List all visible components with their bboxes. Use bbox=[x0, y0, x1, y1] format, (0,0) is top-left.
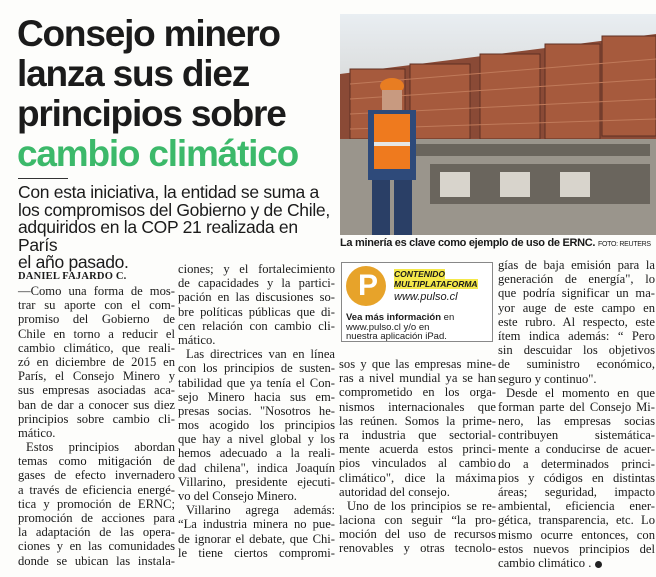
headline-highlight: cambio climático bbox=[17, 133, 299, 174]
body-line: cambio climático, que reali- bbox=[18, 340, 175, 355]
headline bbox=[17, 14, 337, 174]
body-line: comprometido en los orga- bbox=[339, 385, 496, 400]
body-line: las reúnen. Somos la prime- bbox=[339, 413, 496, 428]
body-line: trar su aporte con el com- bbox=[18, 298, 175, 313]
body-line: forman parte del Consejo Mi- bbox=[498, 399, 655, 414]
body-line: presas socias. "Nosotros he- bbox=[178, 403, 335, 418]
body-line: que podría significar un ma- bbox=[498, 286, 655, 301]
body-line: este rubro. Al respecto, este bbox=[498, 314, 655, 329]
promo-tag bbox=[394, 269, 478, 289]
headline-line: principios sobre bbox=[17, 93, 286, 134]
body-line: a través de eficiencia energé- bbox=[18, 482, 175, 497]
body-line: ciones y en las comunidades bbox=[18, 539, 175, 554]
body-line: temas como mitigación de bbox=[18, 454, 175, 469]
body-line: do a determinados princi- bbox=[498, 456, 655, 471]
deck-line: los compromisos del Gobierno y de Chile, bbox=[18, 199, 330, 220]
body-line: zó en diciembre de 2015 en bbox=[18, 354, 175, 369]
body-line: contribuyen sistemática- bbox=[498, 428, 655, 443]
mining-photo bbox=[340, 14, 656, 235]
body-line: principios sobre cambio cli- bbox=[18, 411, 175, 426]
body-line: generación de energía", lo bbox=[498, 272, 655, 287]
body-line: le tiene ciertos compromi- bbox=[178, 545, 335, 560]
body-line: de suministro económico, bbox=[498, 357, 655, 372]
info-text: nuestra aplicación iPad. bbox=[346, 331, 447, 342]
headline-line: Consejo minero bbox=[17, 13, 280, 54]
body-line: ras a nivel mundial ya se han bbox=[339, 371, 496, 386]
body-line: nero, las empresas socias bbox=[498, 414, 655, 429]
tag-line: MULTIPLATAFORMA bbox=[394, 279, 478, 289]
body-line: con los principios de susten- bbox=[178, 361, 335, 376]
body-line: dad chilena", indica Joaquín bbox=[178, 460, 335, 475]
body-line: cen relación con cambio cli- bbox=[178, 318, 335, 333]
body-line: bre políticas públicas que di- bbox=[178, 304, 335, 319]
body-line: ambiental, eficiencia ener- bbox=[498, 499, 655, 514]
body-line: Villarino, presidente ejecuti- bbox=[178, 474, 335, 489]
body-line: mente acuerda estos princi- bbox=[339, 442, 496, 457]
body-line: cambio climático . bbox=[498, 556, 655, 570]
body-line: mático. bbox=[178, 332, 216, 347]
info-text: www.pulso.cl y/o en bbox=[346, 321, 430, 333]
body-column-2 bbox=[178, 262, 335, 560]
body-line: mático. bbox=[18, 425, 56, 440]
body-line: ítem indica además: “ Pero bbox=[498, 328, 655, 343]
body-line: pios vinculados al cambio bbox=[339, 456, 496, 471]
body-line: yor auge de este campo en bbox=[498, 300, 655, 315]
promo-box bbox=[341, 262, 493, 342]
body-line: pios y códigos en distintas bbox=[498, 470, 655, 485]
body-line: vo del Consejo Minero. bbox=[178, 489, 297, 503]
body-line: sejo Minero hacia sus em- bbox=[178, 389, 335, 404]
body-line: Chile en torno a reducir el bbox=[18, 326, 175, 341]
body-line: Desde el momento en que bbox=[506, 385, 655, 400]
body-line: tica y promoción de ERNC; bbox=[18, 496, 175, 511]
byline: DANIEL FAJARDO C. bbox=[18, 271, 127, 282]
body-line: estos nuevos principios del bbox=[498, 541, 655, 556]
body-line: gases de efecto invernadero bbox=[18, 468, 175, 483]
headline-line: lanza sus diez bbox=[17, 53, 250, 94]
info-bold: Vea más información bbox=[346, 312, 442, 323]
body-line: mos acogido los principios bbox=[178, 418, 335, 433]
end-mark-icon bbox=[595, 561, 602, 568]
divider bbox=[18, 178, 68, 179]
body-line: moción del uso de recursos bbox=[339, 527, 496, 542]
deck bbox=[18, 184, 338, 272]
deck-line: Con esta iniciativa, la entidad se suma a bbox=[18, 182, 319, 202]
body-line: áreas; seguridad, impacto bbox=[498, 485, 655, 499]
promo-url[interactable]: www.pulso.cl bbox=[394, 291, 458, 303]
body-line: mismo ocurre entonces, con bbox=[498, 527, 655, 542]
caption-text: La minería es clave como ejemplo de uso de ERNC. bbox=[340, 237, 596, 249]
body-line: renovables y otras tecnolo- bbox=[339, 541, 496, 556]
body-line: climático", dice la máxima bbox=[339, 470, 496, 485]
body-line: laciona con seguir “la pro- bbox=[339, 513, 496, 528]
body-line: Estos principios abordan bbox=[26, 440, 175, 455]
body-line: “La industria minera no pue- bbox=[178, 517, 335, 532]
body-line: que hay a nivel global y los bbox=[178, 432, 335, 447]
body-column-1 bbox=[18, 270, 175, 568]
body-line: de ignorar el debate, que Chi- bbox=[178, 531, 335, 546]
logo-letter: P bbox=[358, 269, 379, 302]
body-line: ciones; y el fortalecimiento bbox=[178, 262, 335, 276]
photo-credit: FOTO: REUTERS bbox=[597, 241, 651, 248]
body-line: sos y que las empresas mine- bbox=[339, 357, 496, 371]
body-line: tabilidad que ya tenía el Con- bbox=[178, 375, 335, 390]
deck-line: adquiridos en la COP 21 realizada en París bbox=[18, 217, 298, 255]
body-line: donde se ubican las instala- bbox=[18, 553, 175, 568]
body-line: mente a conducirse de acuer- bbox=[498, 442, 655, 457]
photo-caption bbox=[340, 237, 656, 249]
body-line: Villarino agrega además: bbox=[186, 503, 335, 518]
body-line: sin descuidar los objetivos bbox=[498, 343, 655, 358]
body-column-4 bbox=[498, 258, 655, 570]
body-line: pación en las discusiones so- bbox=[178, 290, 335, 305]
body-line: la adaptación de las opera- bbox=[18, 525, 175, 540]
body-line: nismos internacionales que bbox=[339, 399, 496, 414]
info-text: en bbox=[441, 312, 455, 323]
body-line: gías de baja emisión para la bbox=[498, 258, 655, 272]
pulso-logo bbox=[346, 266, 386, 306]
body-line: seguro y continuo". bbox=[498, 371, 597, 386]
tag-line: CONTENIDO bbox=[394, 269, 445, 279]
body-line: de capacidades y la partici- bbox=[178, 276, 335, 291]
body-line: ban de dar a conocer sus diez bbox=[18, 397, 175, 412]
promo-info bbox=[346, 313, 486, 342]
body-line: autoridad del consejo. bbox=[339, 484, 450, 499]
body-line: gética, transparencia, etc. Lo bbox=[498, 513, 655, 528]
body-line: ra industria que sectorial- bbox=[339, 427, 496, 442]
body-line: sus empresas asociadas aca- bbox=[18, 383, 175, 398]
body-line: —Como una forma de mos- bbox=[18, 284, 175, 298]
deck-line: el año pasado. bbox=[18, 252, 129, 272]
body-line: Las directrices van en línea bbox=[186, 347, 335, 362]
body-line: París, el Consejo Minero y bbox=[18, 369, 175, 384]
body-line: hemos adecuado a la reali- bbox=[178, 446, 335, 461]
body-line: promoción de acciones para bbox=[18, 511, 175, 525]
body-line: promiso del Gobierno de bbox=[18, 312, 175, 327]
body-column-3 bbox=[339, 357, 496, 556]
body-line: Uno de los principios se re- bbox=[347, 498, 496, 513]
